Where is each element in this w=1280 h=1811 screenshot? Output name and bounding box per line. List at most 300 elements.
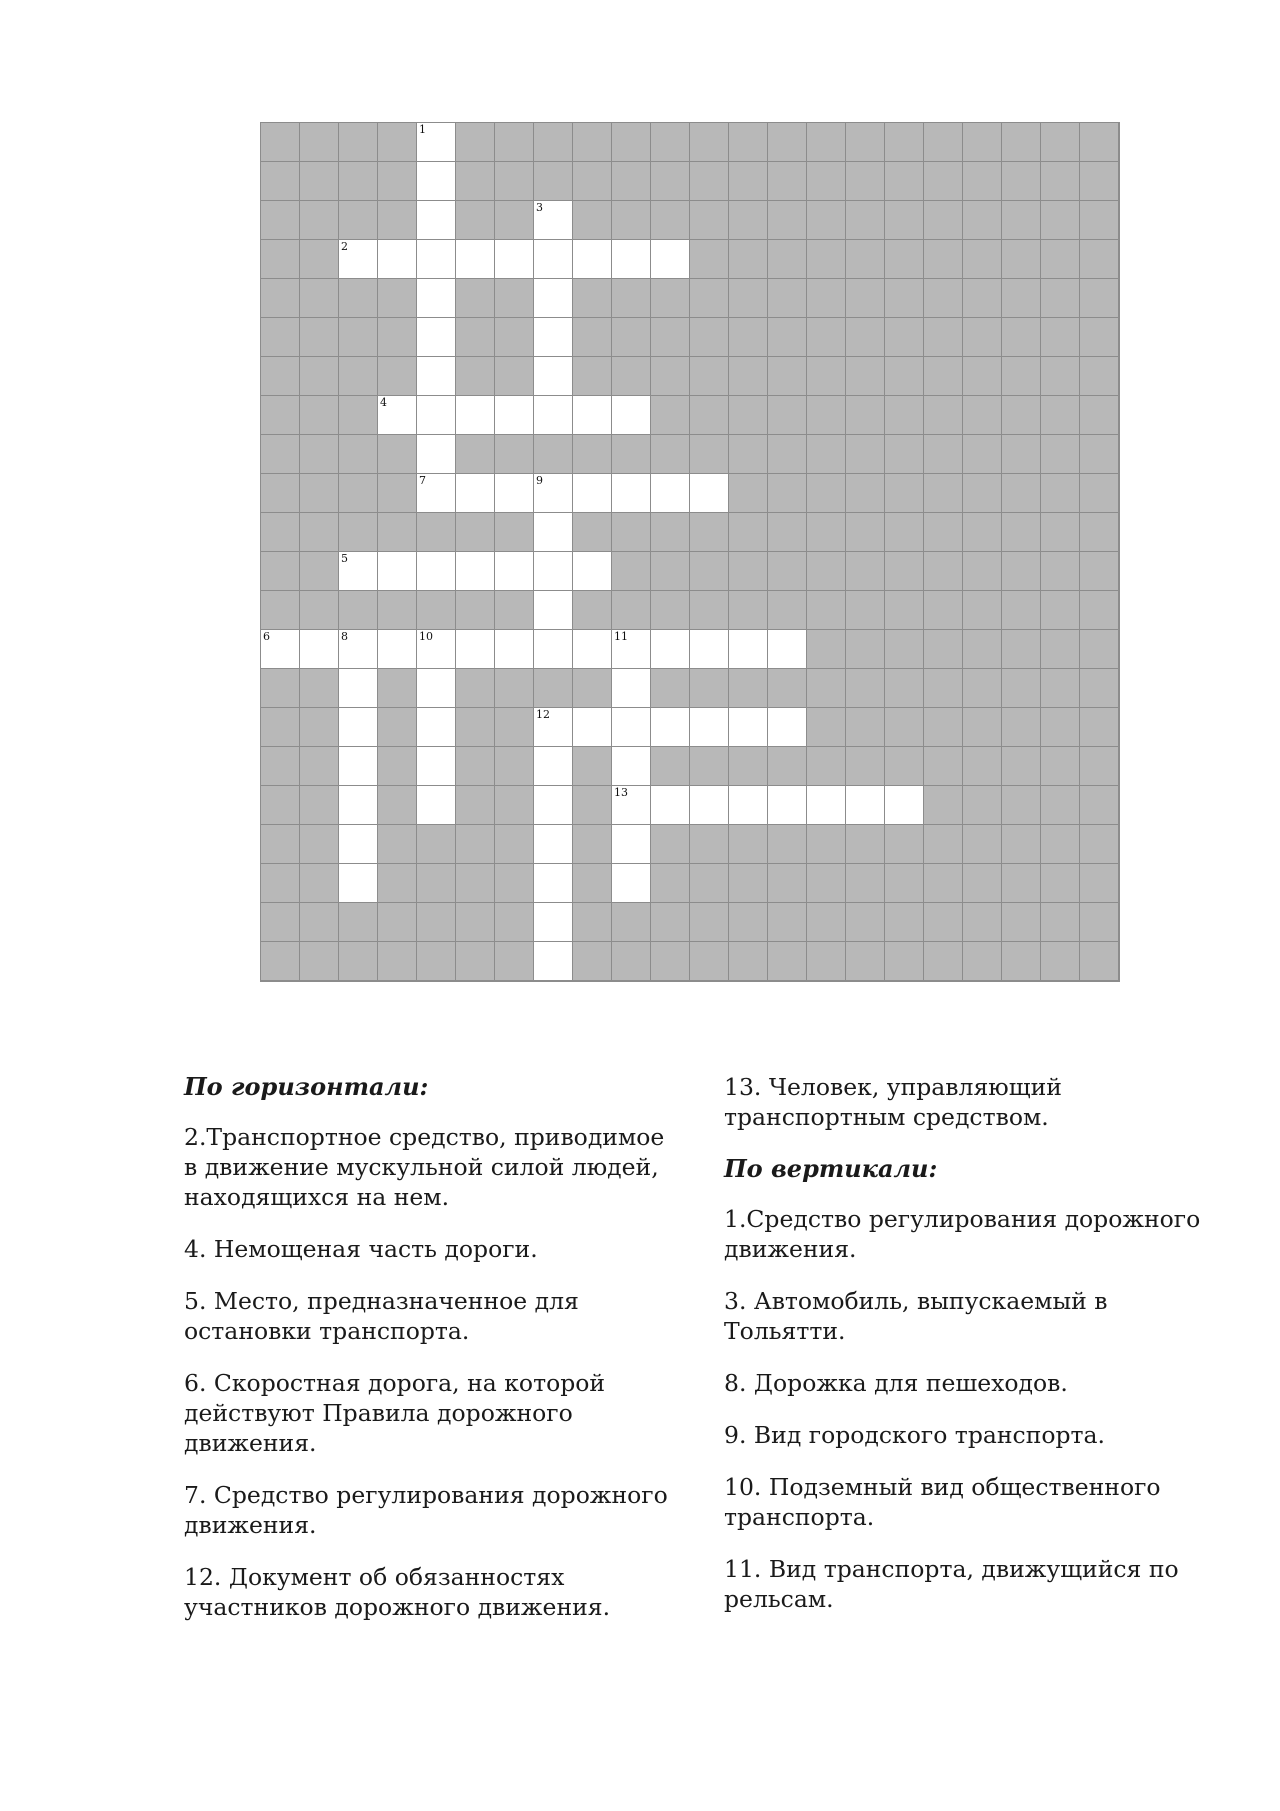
blocked-cell	[612, 513, 651, 552]
answer-cell[interactable]	[417, 123, 456, 162]
blocked-cell	[339, 903, 378, 942]
blocked-cell	[378, 279, 417, 318]
blocked-cell	[378, 357, 417, 396]
blocked-cell	[1041, 825, 1080, 864]
blocked-cell	[885, 942, 924, 981]
blocked-cell	[456, 903, 495, 942]
blocked-cell	[846, 708, 885, 747]
blocked-cell	[885, 435, 924, 474]
answer-cell[interactable]	[534, 630, 573, 669]
blocked-cell	[261, 708, 300, 747]
blocked-cell	[729, 747, 768, 786]
blocked-cell	[885, 903, 924, 942]
answer-cell[interactable]	[417, 474, 456, 513]
blocked-cell	[1002, 669, 1041, 708]
blocked-cell	[456, 708, 495, 747]
blocked-cell	[495, 435, 534, 474]
blocked-cell	[339, 162, 378, 201]
answer-cell[interactable]	[339, 240, 378, 279]
blocked-cell	[768, 825, 807, 864]
blocked-cell	[339, 201, 378, 240]
blocked-cell	[768, 435, 807, 474]
blocked-cell	[807, 903, 846, 942]
blocked-cell	[768, 747, 807, 786]
blocked-cell	[612, 201, 651, 240]
blocked-cell	[963, 591, 1002, 630]
blocked-cell	[768, 201, 807, 240]
blocked-cell	[1080, 825, 1119, 864]
blocked-cell	[651, 357, 690, 396]
blocked-cell	[378, 123, 417, 162]
blocked-cell	[495, 201, 534, 240]
blocked-cell	[924, 825, 963, 864]
blocked-cell	[1041, 864, 1080, 903]
blocked-cell	[300, 747, 339, 786]
down-clue-8: 8. Дорожка для пешеходов.	[724, 1369, 1068, 1397]
answer-cell[interactable]	[534, 279, 573, 318]
blocked-cell	[1002, 279, 1041, 318]
blocked-cell	[885, 162, 924, 201]
blocked-cell	[651, 123, 690, 162]
blocked-cell	[300, 669, 339, 708]
blocked-cell	[807, 708, 846, 747]
blocked-cell	[924, 240, 963, 279]
blocked-cell	[768, 318, 807, 357]
answer-cell[interactable]	[612, 747, 651, 786]
blocked-cell	[1041, 474, 1080, 513]
answer-cell[interactable]	[612, 708, 651, 747]
answer-cell[interactable]	[417, 162, 456, 201]
blocked-cell	[573, 669, 612, 708]
blocked-cell	[651, 825, 690, 864]
blocked-cell	[1002, 591, 1041, 630]
answer-cell[interactable]	[417, 552, 456, 591]
answer-cell[interactable]	[534, 747, 573, 786]
blocked-cell	[612, 279, 651, 318]
blocked-cell	[1080, 435, 1119, 474]
answer-cell[interactable]	[261, 630, 300, 669]
blocked-cell	[378, 747, 417, 786]
blocked-cell	[768, 474, 807, 513]
blocked-cell	[261, 474, 300, 513]
blocked-cell	[651, 669, 690, 708]
clue-number: 6	[263, 630, 270, 643]
blocked-cell	[807, 513, 846, 552]
answer-cell[interactable]	[378, 396, 417, 435]
blocked-cell	[1002, 396, 1041, 435]
blocked-cell	[846, 357, 885, 396]
answer-cell[interactable]	[495, 474, 534, 513]
blocked-cell	[261, 240, 300, 279]
answer-cell[interactable]	[417, 279, 456, 318]
answer-cell[interactable]	[573, 474, 612, 513]
blocked-cell	[963, 747, 1002, 786]
blocked-cell	[495, 747, 534, 786]
blocked-cell	[1080, 162, 1119, 201]
answer-cell[interactable]	[573, 630, 612, 669]
answer-cell[interactable]	[534, 708, 573, 747]
answer-cell[interactable]	[534, 357, 573, 396]
blocked-cell	[807, 630, 846, 669]
blocked-cell	[846, 552, 885, 591]
blocked-cell	[378, 786, 417, 825]
blocked-cell	[846, 903, 885, 942]
down-heading: По вертикали:	[724, 1154, 938, 1183]
blocked-cell	[1002, 708, 1041, 747]
answer-cell[interactable]	[456, 630, 495, 669]
answer-cell[interactable]	[612, 786, 651, 825]
answer-cell[interactable]	[534, 552, 573, 591]
blocked-cell	[1080, 201, 1119, 240]
answer-cell[interactable]	[612, 240, 651, 279]
answer-cell[interactable]	[339, 786, 378, 825]
blocked-cell	[1041, 942, 1080, 981]
blocked-cell	[417, 591, 456, 630]
answer-cell[interactable]	[456, 396, 495, 435]
answer-cell[interactable]	[417, 786, 456, 825]
answer-cell[interactable]	[612, 669, 651, 708]
blocked-cell	[846, 630, 885, 669]
answer-cell[interactable]	[378, 552, 417, 591]
blocked-cell	[885, 396, 924, 435]
blocked-cell	[495, 942, 534, 981]
clue-number: 13	[614, 786, 628, 799]
blocked-cell	[729, 162, 768, 201]
blocked-cell	[885, 747, 924, 786]
answer-cell[interactable]	[651, 630, 690, 669]
blocked-cell	[612, 552, 651, 591]
answer-cell[interactable]	[417, 669, 456, 708]
blocked-cell	[456, 123, 495, 162]
down-clue-3: 3. Автомобиль, выпускаемый в Тольятти.	[724, 1287, 1108, 1345]
answer-cell[interactable]	[534, 513, 573, 552]
blocked-cell	[1002, 240, 1041, 279]
blocked-cell	[885, 825, 924, 864]
answer-cell[interactable]	[768, 786, 807, 825]
blocked-cell	[1002, 552, 1041, 591]
clues-column-right	[724, 1072, 1204, 1644]
down-clue-10: 10. Подземный вид общественного транспорта.	[724, 1473, 1161, 1531]
blocked-cell	[924, 552, 963, 591]
blocked-cell	[846, 942, 885, 981]
answer-cell[interactable]	[417, 201, 456, 240]
blocked-cell	[651, 903, 690, 942]
answer-cell[interactable]	[612, 630, 651, 669]
blocked-cell	[924, 942, 963, 981]
blocked-cell	[729, 279, 768, 318]
blocked-cell	[924, 591, 963, 630]
blocked-cell	[300, 474, 339, 513]
blocked-cell	[339, 318, 378, 357]
blocked-cell	[846, 201, 885, 240]
blocked-cell	[495, 864, 534, 903]
blocked-cell	[768, 513, 807, 552]
blocked-cell	[846, 825, 885, 864]
blocked-cell	[885, 669, 924, 708]
blocked-cell	[729, 474, 768, 513]
blocked-cell	[1080, 279, 1119, 318]
blocked-cell	[495, 903, 534, 942]
clues-section	[184, 1072, 1204, 1644]
answer-cell[interactable]	[651, 474, 690, 513]
blocked-cell	[807, 591, 846, 630]
answer-cell[interactable]	[495, 552, 534, 591]
answer-cell[interactable]	[534, 825, 573, 864]
blocked-cell	[729, 864, 768, 903]
blocked-cell	[573, 786, 612, 825]
down-clue-9: 9. Вид городского транспорта.	[724, 1421, 1106, 1449]
blocked-cell	[612, 162, 651, 201]
blocked-cell	[261, 435, 300, 474]
blocked-cell	[651, 435, 690, 474]
blocked-cell	[1080, 786, 1119, 825]
answer-cell[interactable]	[729, 708, 768, 747]
blocked-cell	[963, 825, 1002, 864]
answer-cell[interactable]	[534, 396, 573, 435]
blocked-cell	[807, 825, 846, 864]
blocked-cell	[651, 279, 690, 318]
down-clue-11: 11. Вид транспорта, движущийся по рельсам.	[724, 1555, 1179, 1613]
across-clue-13: 13. Человек, управляющий транспортным средством.	[724, 1073, 1062, 1131]
blocked-cell	[1080, 123, 1119, 162]
answer-cell[interactable]	[534, 240, 573, 279]
across-clue-12: 12. Документ об обязанностях участников дорожного движения.	[184, 1563, 611, 1621]
blocked-cell	[924, 708, 963, 747]
blocked-cell	[690, 201, 729, 240]
blocked-cell	[729, 903, 768, 942]
answer-cell[interactable]	[573, 396, 612, 435]
blocked-cell	[1041, 591, 1080, 630]
blocked-cell	[963, 513, 1002, 552]
blocked-cell	[573, 747, 612, 786]
answer-cell[interactable]	[495, 240, 534, 279]
blocked-cell	[261, 552, 300, 591]
blocked-cell	[495, 318, 534, 357]
blocked-cell	[339, 474, 378, 513]
blocked-cell	[729, 942, 768, 981]
clue-number: 3	[536, 201, 543, 214]
answer-cell[interactable]	[885, 786, 924, 825]
blocked-cell	[261, 825, 300, 864]
blocked-cell	[261, 864, 300, 903]
blocked-cell	[300, 318, 339, 357]
answer-cell[interactable]	[417, 240, 456, 279]
blocked-cell	[417, 513, 456, 552]
answer-cell[interactable]	[534, 591, 573, 630]
answer-cell[interactable]	[534, 942, 573, 981]
blocked-cell	[534, 162, 573, 201]
blocked-cell	[456, 825, 495, 864]
answer-cell[interactable]	[417, 396, 456, 435]
blocked-cell	[768, 552, 807, 591]
answer-cell[interactable]	[768, 708, 807, 747]
blocked-cell	[1080, 903, 1119, 942]
blocked-cell	[495, 669, 534, 708]
blocked-cell	[378, 942, 417, 981]
blocked-cell	[1002, 123, 1041, 162]
answer-cell[interactable]	[417, 318, 456, 357]
answer-cell[interactable]	[339, 747, 378, 786]
blocked-cell	[768, 279, 807, 318]
answer-cell[interactable]	[690, 786, 729, 825]
answer-cell[interactable]	[456, 552, 495, 591]
blocked-cell	[690, 864, 729, 903]
blocked-cell	[963, 669, 1002, 708]
blocked-cell	[612, 123, 651, 162]
answer-cell[interactable]	[495, 630, 534, 669]
answer-cell[interactable]	[339, 708, 378, 747]
blocked-cell	[963, 630, 1002, 669]
answer-cell[interactable]	[339, 825, 378, 864]
blocked-cell	[339, 123, 378, 162]
blocked-cell	[612, 903, 651, 942]
clue-number: 4	[380, 396, 387, 409]
across-clue-5: 5. Место, предназначенное для остановки транспорта.	[184, 1287, 579, 1345]
blocked-cell	[534, 123, 573, 162]
blocked-cell	[261, 747, 300, 786]
answer-cell[interactable]	[534, 786, 573, 825]
answer-cell[interactable]	[534, 318, 573, 357]
answer-cell[interactable]	[378, 630, 417, 669]
answer-cell[interactable]	[690, 474, 729, 513]
across-clue-7: 7. Средство регулирования дорожного движения.	[184, 1481, 668, 1539]
blocked-cell	[1041, 162, 1080, 201]
answer-cell[interactable]	[339, 864, 378, 903]
blocked-cell	[846, 240, 885, 279]
blocked-cell	[612, 591, 651, 630]
blocked-cell	[1002, 162, 1041, 201]
answer-cell[interactable]	[612, 474, 651, 513]
blocked-cell	[729, 396, 768, 435]
answer-cell[interactable]	[651, 786, 690, 825]
blocked-cell	[963, 240, 1002, 279]
blocked-cell	[690, 435, 729, 474]
answer-cell[interactable]	[339, 669, 378, 708]
answer-cell[interactable]	[417, 357, 456, 396]
answer-cell[interactable]	[807, 786, 846, 825]
blocked-cell	[261, 942, 300, 981]
blocked-cell	[300, 708, 339, 747]
blocked-cell	[261, 279, 300, 318]
answer-cell[interactable]	[534, 903, 573, 942]
blocked-cell	[300, 864, 339, 903]
blocked-cell	[1002, 513, 1041, 552]
blocked-cell	[963, 903, 1002, 942]
blocked-cell	[963, 318, 1002, 357]
blocked-cell	[846, 396, 885, 435]
blocked-cell	[378, 318, 417, 357]
answer-cell[interactable]	[729, 630, 768, 669]
blocked-cell	[885, 591, 924, 630]
answer-cell[interactable]	[495, 396, 534, 435]
blocked-cell	[846, 123, 885, 162]
blocked-cell	[300, 162, 339, 201]
blocked-cell	[261, 513, 300, 552]
answer-cell[interactable]	[651, 708, 690, 747]
blocked-cell	[846, 669, 885, 708]
blocked-cell	[690, 552, 729, 591]
answer-cell[interactable]	[378, 240, 417, 279]
answer-cell[interactable]	[534, 474, 573, 513]
blocked-cell	[1041, 357, 1080, 396]
answer-cell[interactable]	[417, 708, 456, 747]
blocked-cell	[1002, 201, 1041, 240]
blocked-cell	[534, 435, 573, 474]
blocked-cell	[729, 318, 768, 357]
blocked-cell	[573, 942, 612, 981]
answer-cell[interactable]	[456, 240, 495, 279]
blocked-cell	[378, 825, 417, 864]
clues-column-left	[184, 1072, 684, 1644]
blocked-cell	[1002, 903, 1041, 942]
blocked-cell	[1002, 357, 1041, 396]
blocked-cell	[690, 162, 729, 201]
blocked-cell	[924, 786, 963, 825]
blocked-cell	[924, 279, 963, 318]
answer-cell[interactable]	[729, 786, 768, 825]
blocked-cell	[963, 552, 1002, 591]
answer-cell[interactable]	[690, 708, 729, 747]
answer-cell[interactable]	[417, 435, 456, 474]
answer-cell[interactable]	[417, 630, 456, 669]
blocked-cell	[729, 123, 768, 162]
answer-cell[interactable]	[690, 630, 729, 669]
blocked-cell	[924, 474, 963, 513]
blocked-cell	[300, 942, 339, 981]
answer-cell[interactable]	[651, 240, 690, 279]
blocked-cell	[573, 357, 612, 396]
answer-cell[interactable]	[534, 201, 573, 240]
blocked-cell	[846, 864, 885, 903]
blocked-cell	[1080, 474, 1119, 513]
blocked-cell	[378, 201, 417, 240]
answer-cell[interactable]	[534, 864, 573, 903]
blocked-cell	[729, 669, 768, 708]
answer-cell[interactable]	[573, 552, 612, 591]
answer-cell[interactable]	[612, 396, 651, 435]
answer-cell[interactable]	[573, 240, 612, 279]
blocked-cell	[300, 552, 339, 591]
blocked-cell	[300, 396, 339, 435]
blocked-cell	[651, 942, 690, 981]
answer-cell[interactable]	[768, 630, 807, 669]
blocked-cell	[378, 591, 417, 630]
across-clue-2: 2.Транспортное средство, приводимое в движение мускульной силой людей, находящихся на нем.	[184, 1123, 665, 1211]
blocked-cell	[261, 162, 300, 201]
answer-cell[interactable]	[339, 552, 378, 591]
answer-cell[interactable]	[612, 864, 651, 903]
blocked-cell	[1080, 708, 1119, 747]
answer-cell[interactable]	[573, 708, 612, 747]
blocked-cell	[573, 825, 612, 864]
blocked-cell	[456, 786, 495, 825]
blocked-cell	[729, 825, 768, 864]
blocked-cell	[846, 162, 885, 201]
answer-cell[interactable]	[300, 630, 339, 669]
blocked-cell	[807, 396, 846, 435]
blocked-cell	[1080, 747, 1119, 786]
blocked-cell	[963, 786, 1002, 825]
answer-cell[interactable]	[612, 825, 651, 864]
blocked-cell	[339, 435, 378, 474]
answer-cell[interactable]	[339, 630, 378, 669]
blocked-cell	[885, 123, 924, 162]
answer-cell[interactable]	[417, 747, 456, 786]
answer-cell[interactable]	[846, 786, 885, 825]
blocked-cell	[300, 357, 339, 396]
blocked-cell	[651, 864, 690, 903]
answer-cell[interactable]	[456, 474, 495, 513]
